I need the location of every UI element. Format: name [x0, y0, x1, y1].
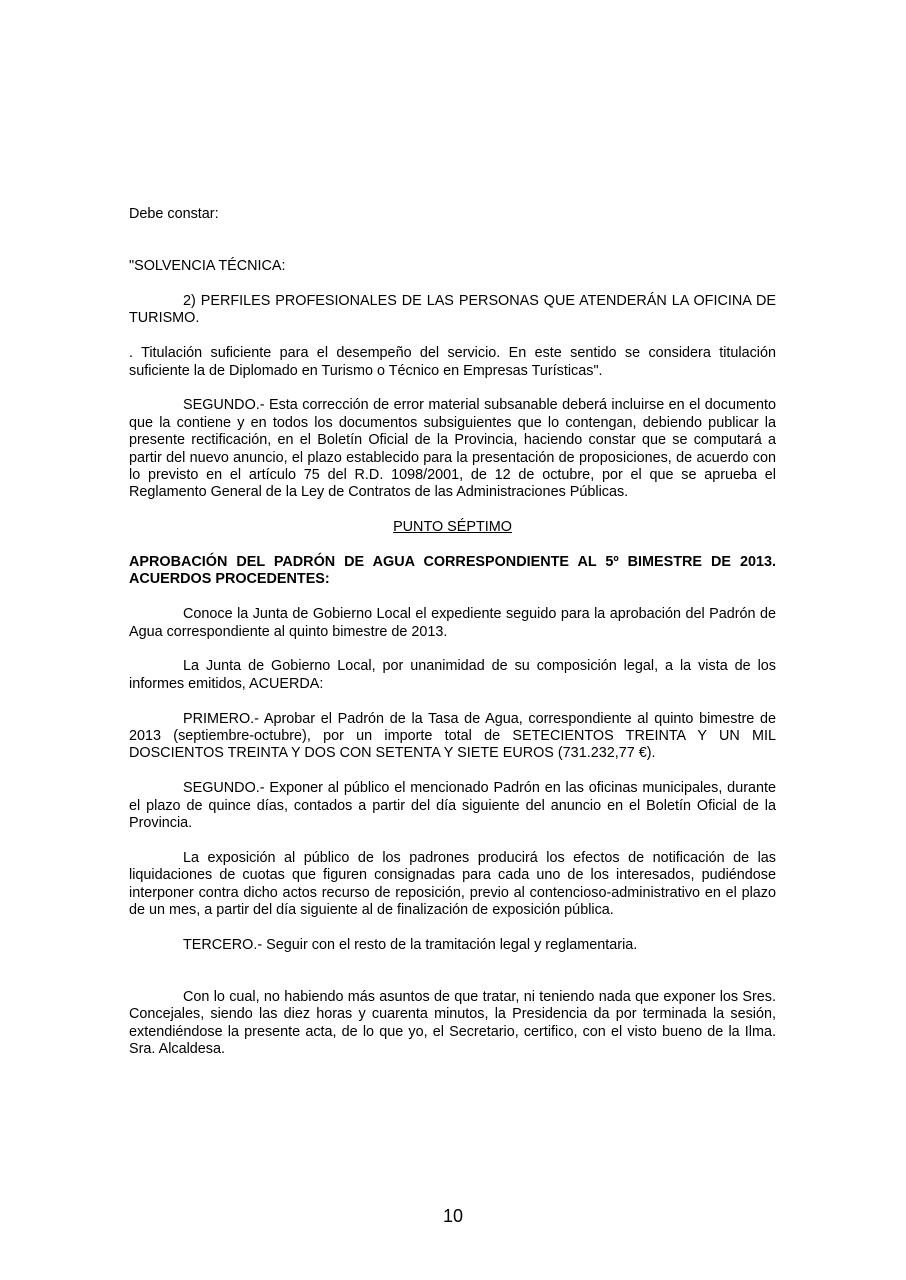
document-body: [129, 206, 776, 1059]
section-title: [129, 519, 776, 536]
section-title-text: PUNTO SÉPTIMO: [393, 519, 512, 536]
paragraph-junta: La Junta de Gobierno Local, por unanimidad de su composición legal, a la vista de los informes emitidos, ACUERDA:: [129, 658, 776, 692]
quote-heading: "SOLVENCIA TÉCNICA:: [129, 258, 286, 275]
paragraph-perfiles: 2) PERFILES PROFESIONALES DE LAS PERSONAS QUE ATENDERÁN LA OFICINA DE TURISMO.: [129, 293, 776, 327]
page-number: 10: [442, 1206, 464, 1226]
paragraph-titulacion: . Titulación suficiente para el desempeño del servicio. En este sentido se considera titulación suficiente la de Diplomado en Turismo o Técnico en Empresas Turísticas".: [129, 345, 776, 379]
paragraph-segundo-exponer: SEGUNDO.- Exponer al público el mencionado Padrón en las oficinas municipales, durante el plazo de quince días, contados a partir del día siguiente del anuncio en el Boletín Oficial de la Provincia.: [129, 780, 776, 832]
paragraph-exposicion: La exposición al público de los padrones producirá los efectos de notificación de las liquidaciones de cuotas que figuren consignadas para cada uno de los interesados, pudiéndose interponer contra dicho actos recurso de reposición, previo al contencioso-administrativo en el plazo de un mes, a partir del día siguiente al de finalización de exposición pública.: [129, 849, 776, 919]
paragraph-tercero: TERCERO.- Seguir con el resto de la tramitación legal y reglamentaria.: [183, 936, 638, 953]
paragraph-cierre: Con lo cual, no habiendo más asuntos de que tratar, ni teniendo nada que exponer los Sres. Concejales, siendo las diez horas y cuarenta minutos, la Presidencia da por terminada la sesión, extendiéndose la presente acta, de lo que yo, el Secretario, certifico, con el visto bueno de la Ilma. Sra. Alcaldesa.: [129, 989, 776, 1058]
paragraph-segundo-correccion: SEGUNDO.- Esta corrección de error material subsanable deberá incluirse en el documento que la contiene y en todos los documentos subsiguientes que lo contengan, debiendo publicar la presente rectificación, en el Boletín Oficial de la Provincia, haciendo constar que se computará a partir del nuevo anuncio, el plazo establecido para la presentación de proposiciones, de acuerdo con lo previsto en el artículo 75 del R.D. 1098/2001, de 12 de octubre, por el que se aprueba el Reglamento General de la Ley de Contratos de las Administraciones Públicas.: [129, 397, 776, 501]
agenda-heading: APROBACIÓN DEL PADRÓN DE AGUA CORRESPONDIENTE AL 5º BIMESTRE DE 2013. ACUERDOS PROCEDENTES:: [129, 554, 776, 588]
paragraph-conoce: Conoce la Junta de Gobierno Local el expediente seguido para la aprobación del Padrón de Agua correspondiente al quinto bimestre de 2013.: [129, 606, 776, 640]
intro-line: Debe constar:: [129, 206, 219, 222]
paragraph-primero: PRIMERO.- Aprobar el Padrón de la Tasa de Agua, correspondiente al quinto bimestre de 2013 (septiembre-octubre), por un importe total de SETECIENTOS TREINTA Y UN MIL DOSCIENTOS TREINTA Y DOS CON SETENTA Y SIETE EUROS (731.232,77 €).: [129, 710, 776, 762]
